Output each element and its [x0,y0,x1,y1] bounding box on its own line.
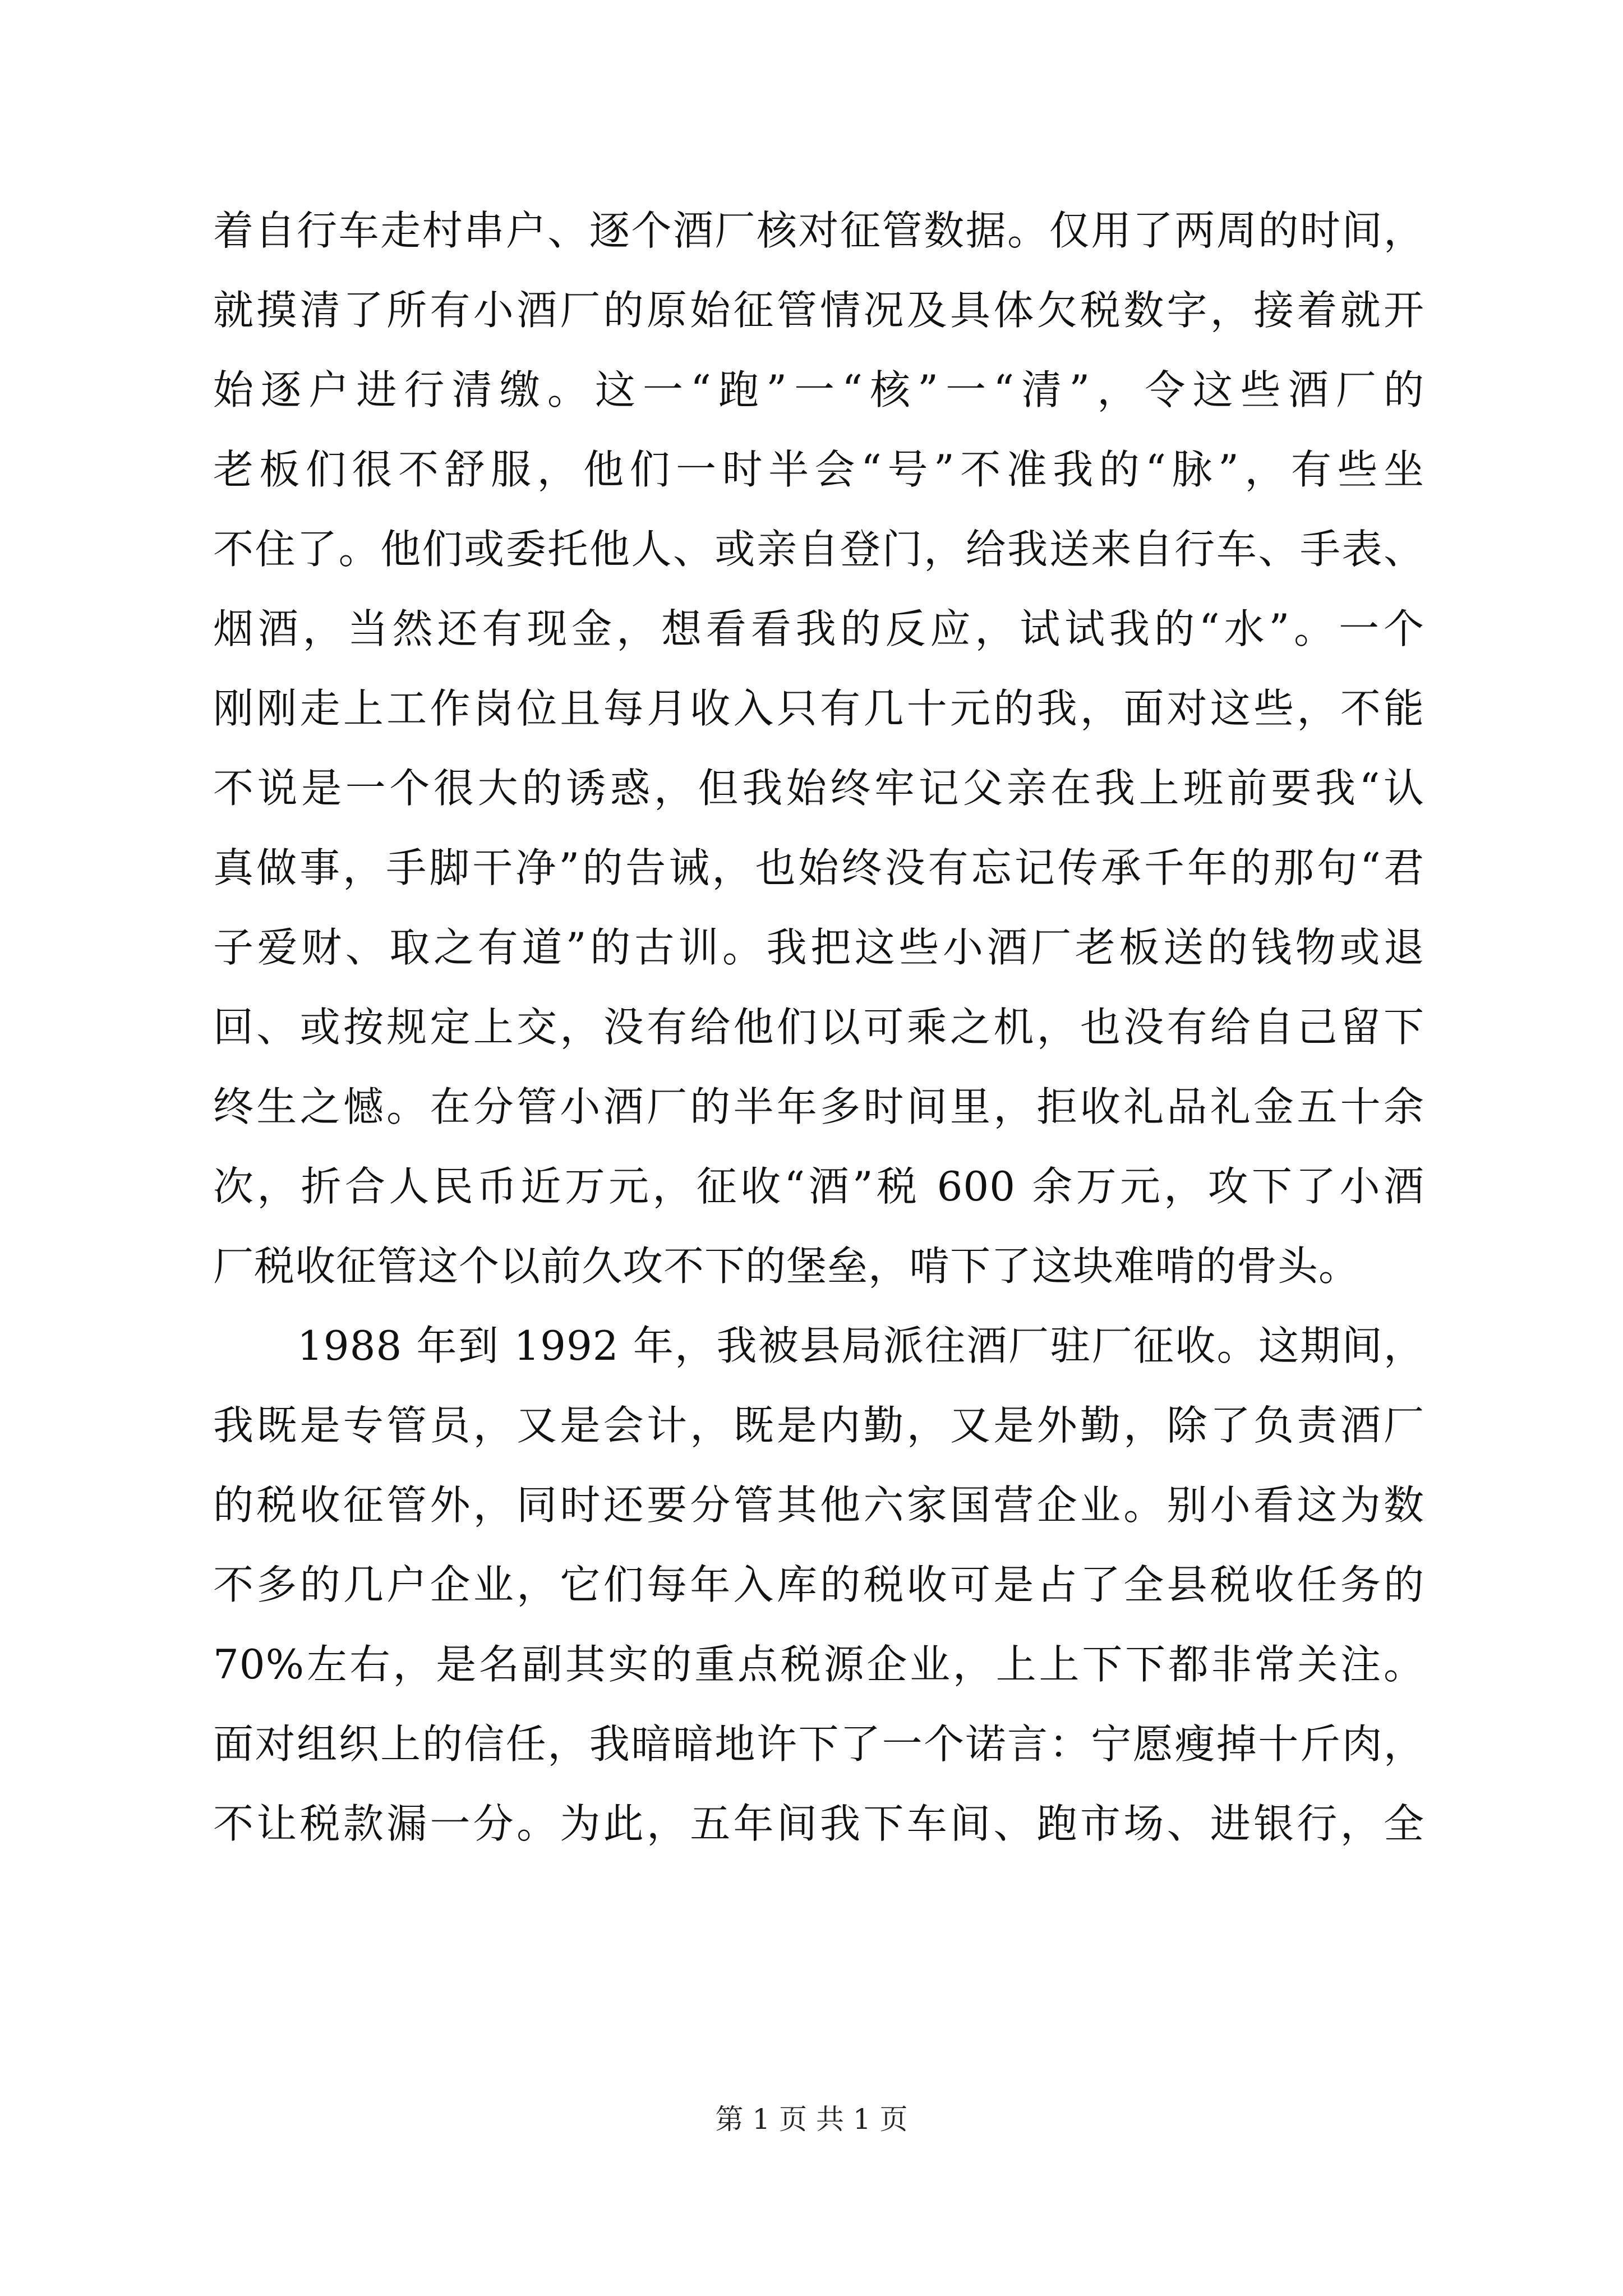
text-line: 次，折合人民币近万元，征收“酒”税 600 余万元，攻下了小酒 [213,1163,1424,1210]
text-line: 就摸清了所有小酒厂的原始征管情况及具体欠税数字，接着就开 [213,287,1424,334]
page-footer [0,2102,1623,2136]
text-line: 刚刚走上工作岗位且每月收入只有几十元的我，面对这些，不能 [213,685,1424,732]
text-line: 老板们很不舒服，他们一时半会“号”不准我的“脉”，有些坐 [213,446,1424,493]
document-body [213,191,1424,1864]
text-line: 1988 年到 1992 年，我被县局派往酒厂驻厂征收。这期间， [297,1322,1424,1369]
text-line: 回、或按规定上交，没有给他们以可乘之机，也没有给自己留下 [213,1004,1424,1051]
text-line: 我既是专管员，又是会计，既是内勤，又是外勤，除了负责酒厂 [213,1402,1424,1449]
text-line: 不多的几户企业，它们每年入库的税收可是占了全县税收任务的 [213,1561,1424,1608]
text-line: 厂税收征管这个以前久攻不下的堡垒，啃下了这块难啃的骨头。 [213,1243,1360,1290]
text-line: 不住了。他们或委托他人、或亲自登门，给我送来自行车、手表、 [213,526,1424,573]
text-line: 真做事，手脚干净”的告诫，也始终没有忘记传承千年的那句“君 [213,844,1424,891]
page-number-label: 第 1 页 共 1 页 [715,2103,908,2136]
text-line: 的税收征管外，同时还要分管其他六家国营企业。别小看这为数 [213,1481,1424,1529]
text-line: 烟酒，当然还有现金，想看看我的反应，试试我的“水”。一个 [213,605,1424,652]
text-line: 着自行车走村串户、逐个酒厂核对征管数据。仅用了两周的时间， [213,207,1424,254]
text-line: 不让税款漏一分。为此，五年间我下车间、跑市场、进银行，全 [213,1800,1424,1847]
text-line: 子爱财、取之有道”的古训。我把这些小酒厂老板送的钱物或退 [213,924,1424,971]
text-line: 不说是一个很大的诱惑，但我始终牢记父亲在我上班前要我“认 [213,765,1424,812]
text-line: 终生之憾。在分管小酒厂的半年多时间里，拒收礼品礼金五十余 [213,1083,1424,1130]
text-line: 面对组织上的信任，我暗暗地许下了一个诺言：宁愿瘦掉十斤肉， [213,1720,1424,1768]
text-line: 70%左右，是名副其实的重点税源企业，上上下下都非常关注。 [213,1641,1424,1688]
text-line: 始逐户进行清缴。这一“跑”一“核”一“清”，令这些酒厂的 [213,366,1424,413]
